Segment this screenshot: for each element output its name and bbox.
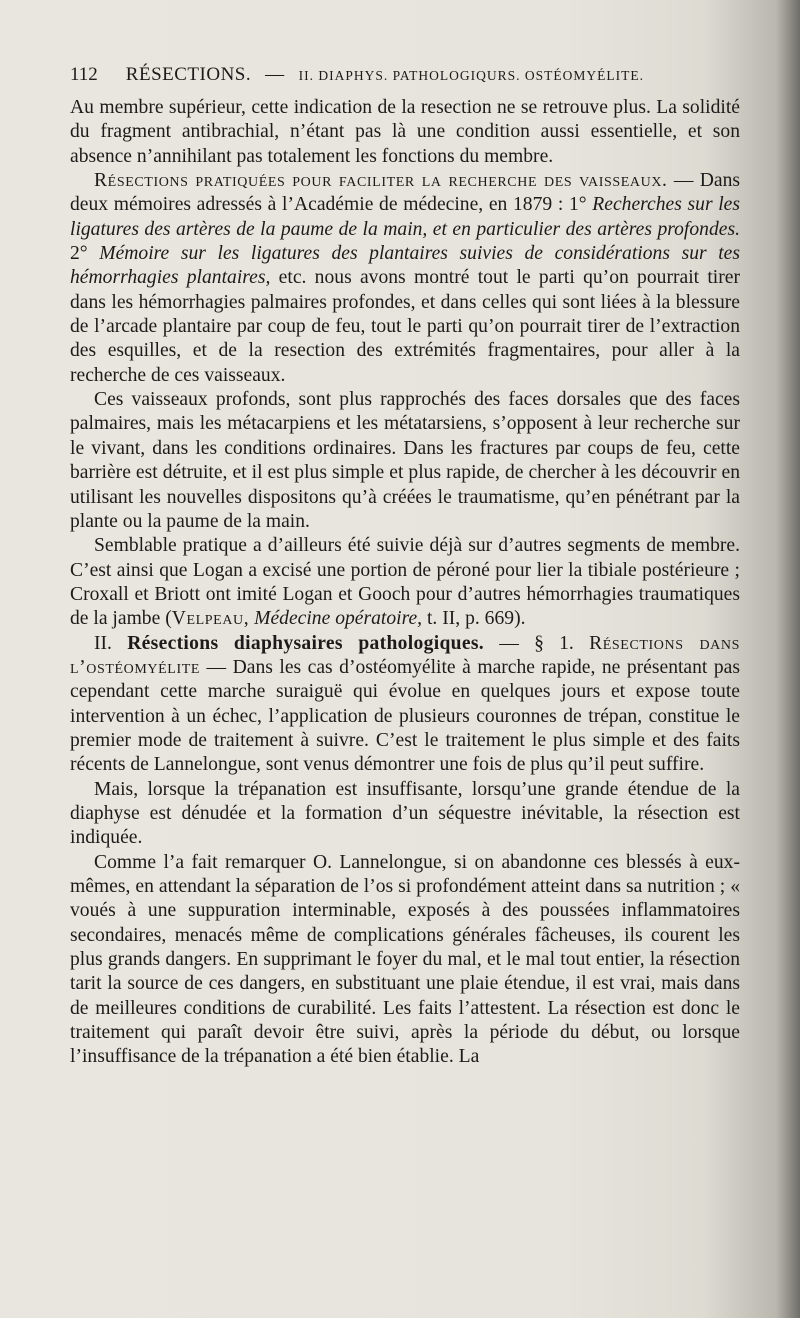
memoir-title-1: Recherches sur les ligatures des artères de la paume de la main, et en particulier des artères profondes. [70,194,740,240]
subsection-heading-osteomyelite: Résections dans l’ostéomyélite [70,632,740,678]
paragraph-3: Ces vaisseaux profonds, sont plus rapprochés des faces dorsales que des faces palmaires, mais les métacarpiens et les métatarsiens, s’opposent à leur recherche sur le vivant, dans les conditions ordinaires. Dans les fractures par coups de feu, cette barrière est détruite, et il est plus simple et plus rapide, de chercher à les découvrir en utilisant les nouvelles dispositons qu’à créées le traumatisme, qu’en pénétrant par la plante ou la paume de la main. [70,389,740,532]
memoir-title-2: Mémoire sur les ligatures des plantaires suivies de considérations sur tes hémorrhagies plantaires, [70,243,740,289]
paragraph-1: Au membre supérieur, cette indication de la resection ne se retrouve plus. La solidité du fragment antibrachial, n’étant pas là une condition aussi essentielle, et son absence n’annihilant pas totalement les fonctions du membre. [70,97,740,167]
body-text [70,96,740,1070]
paragraph-4: Semblable pratique a d’ailleurs été suivie déjà sur d’autres segments de membre. C’est ainsi que Logan a excisé une portion de péroné pour lier la tibiale postérieure ; Croxall et Briott ont imité Logan et Gooch pour d’autres hémorrhagies traumatiques de la jambe (Velpeau, Médecine opératoire, t. II, p. 669). [70,535,740,630]
paragraph-6: Mais, lorsque la trépanation est insuffisante, lorsqu’une grande étendue de la diaphyse est dénudée et la formation d’un séquestre inévitable, la résection est indiquée. [70,778,740,849]
section-heading-diaphysaires: Résections diaphysaires pathologiques. [127,632,484,654]
running-subtitle: II. DIAPHYS. PATHOLOGIQURS. OSTÉOMYÉLITE. [298,68,645,83]
running-title: RÉSECTIONS. [125,64,252,85]
paragraph-5: II. Résections diaphysaires pathologiques. — § 1. Résections dans l’ostéomyélite — Dans les cas d’ostéomyélite à marche rapide, ne présentant pas cependant cette marche suraiguë qui évolue en quelques jours et expose toute intervention à un échec, l’application de plusieurs couronnes de trépan, constitue le premier mode de traitement à suivre. C’est le traitement le plus simple et des faits récents de Lannelongue, sont venus démontrer une fois de plus qu’il peut suffire. [70,632,740,776]
paragraph-7: Comme l’a fait remarquer O. Lannelongue, si on abandonne ces blessés à eux-mêmes, en attendant la séparation de l’os si profondément atteint dans sa nutrition ; « voués à une suppuration interminable, exposés à des poussées inflammatoires secondaires, menacés même de complications générales fâcheuses, ils courent les plus grands dangers. En supprimant le foyer du mal, et le mal tout entier, la résection tarit la source de ces dangers, en substituant une plaie étendue, il est vrai, mais dans de meilleures conditions de curabilité. Les faits l’attestent. La résection est donc le traitement qui paraît devoir être suivi, après la période du début, ou lorsque l’insuffisance de la trépanation a été bien établie. La [70,851,740,1068]
author-citation: Velpeau, [171,608,250,630]
paragraph-2: Résections pratiquées pour faciliter la recherche des vaisseaux. — Dans deux mémoires adressés à l’Académie de médecine, en 1879 : 1° Recherches sur les ligatures des artères de la paume de la main, et en particulier des artères profondes. 2° Mémoire sur les ligatures des plantaires suivies de considérations sur tes hémorrhagies plantaires, etc. nous avons montré tout le parti qu’on pourrait tirer dans les hémorrhagies palmaires profondes, et dans celles qui sont liées à la blessure de l’arcade plantaire par coup de feu, tout le parti qu’on pourrait tirer de l’extraction des esquilles, et de la resection des extrémités fragmentaires, pour aller à la recherche de ces vaisseaux. [70,170,740,386]
page-number: 112 [70,64,98,85]
cited-work: Médecine opératoire, [249,608,423,630]
section-heading-vaisseaux: Résections pratiquées pour faciliter la recherche des vaisseaux. [94,170,668,192]
header-dash: — [265,64,285,85]
running-header [70,64,740,86]
